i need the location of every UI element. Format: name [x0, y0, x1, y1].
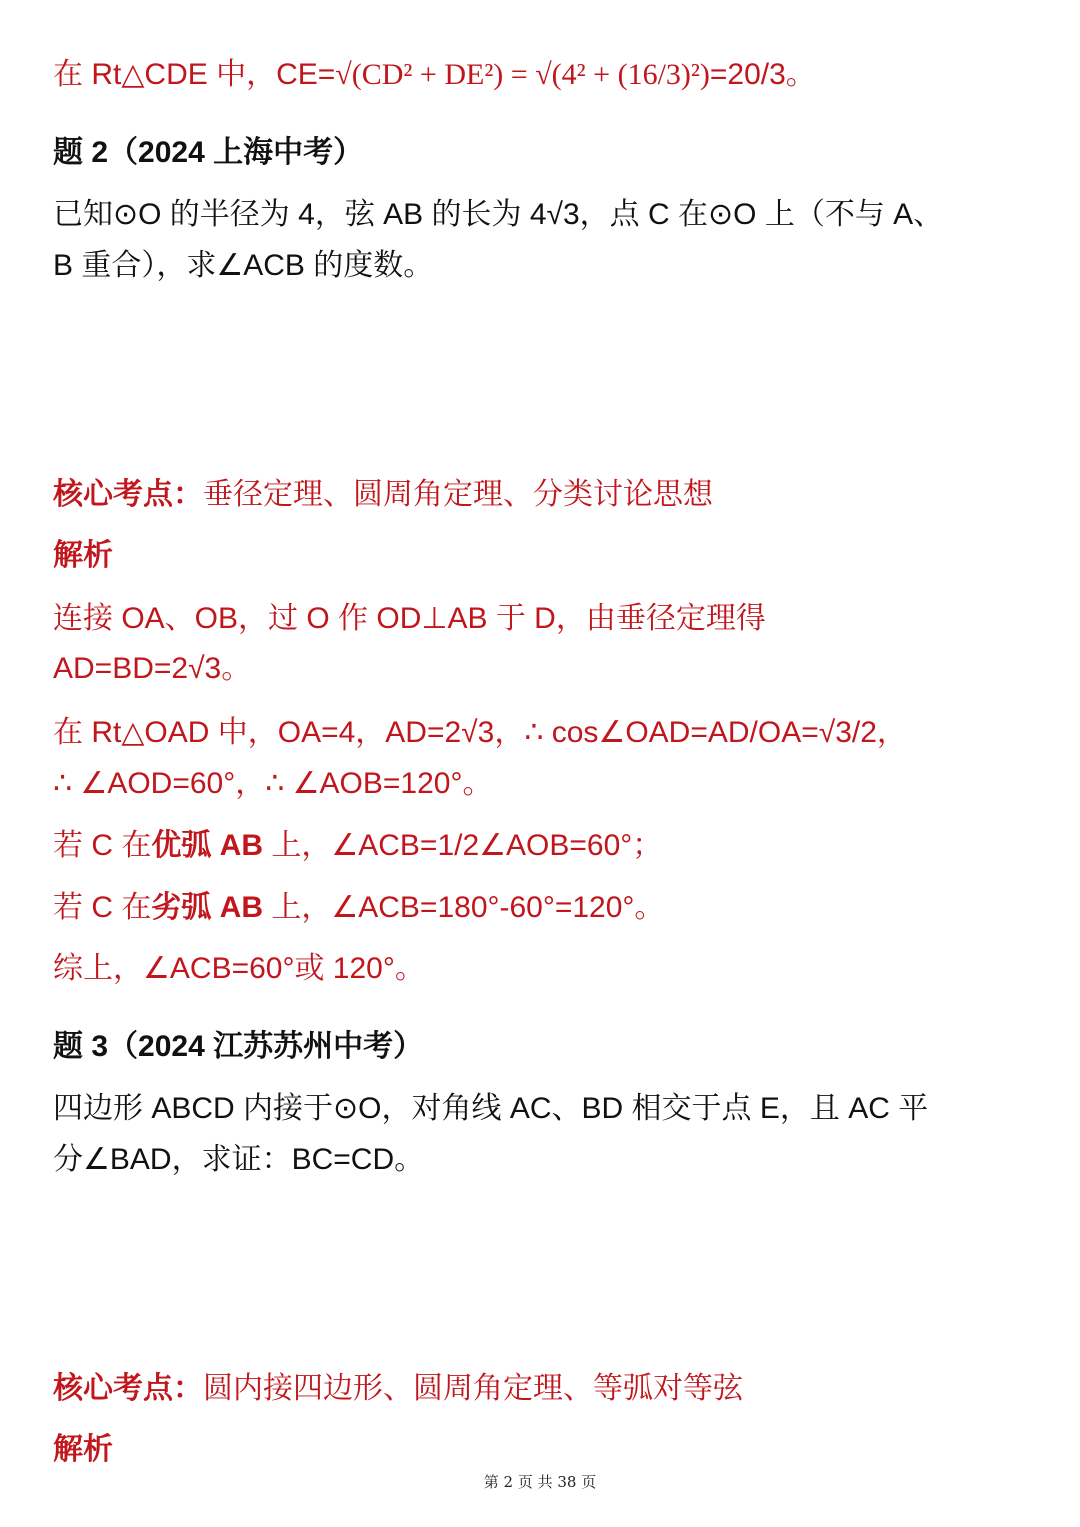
- q3-text-line-1: 四边形 ABCD 内接于⊙O，对角线 AC、BD 相交于点 E，且 AC 平: [53, 1092, 929, 1125]
- prev-solution-suffix: =20/3。: [709, 58, 816, 91]
- q2-case2-prefix: 若 C 在: [53, 891, 152, 924]
- q3-core-label: 核心考点：: [53, 1372, 203, 1405]
- q3-core-points: [53, 1370, 743, 1408]
- page-number-footer: 第 2 页 共 38 页: [483, 1473, 597, 1491]
- q3-heading: 题 3（2024 江苏苏州中考）: [53, 1030, 424, 1063]
- q2-solution-line-3: 在 Rt△OAD 中，OA=4，AD=2√3，∴ cos∠OAD=AD/OA=√3/2，: [53, 716, 907, 749]
- q2-case1-bold: 优弧 AB: [151, 829, 264, 862]
- q2-solution-line-4: ∴ ∠AOD=60°，∴ ∠AOB=120°。: [53, 767, 493, 800]
- prev-solution-formula: √(CD² + DE²) = √(4² + (16/3)²): [335, 58, 710, 91]
- q2-core-text: 垂径定理、圆周角定理、分类讨论思想: [203, 478, 713, 511]
- q2-text-line-2: B 重合），求∠ACB 的度数。: [53, 249, 434, 282]
- q2-case2-bold: 劣弧 AB: [151, 891, 264, 924]
- prev-solution-line: [53, 56, 816, 94]
- q2-analysis-label: 解析: [53, 539, 113, 572]
- q2-case1-prefix: 若 C 在: [53, 829, 152, 862]
- q3-text-line-2: 分∠BAD，求证：BC=CD。: [53, 1143, 425, 1176]
- q3-core-text: 圆内接四边形、圆周角定理、等弧对等弦: [203, 1372, 743, 1405]
- q2-solution-line-1: 连接 OA、OB，过 O 作 OD⊥AB 于 D，由垂径定理得: [53, 602, 766, 635]
- q2-heading: 题 2（2024 上海中考）: [53, 136, 364, 169]
- q2-case-minor-arc: [53, 889, 664, 927]
- q2-core-points: [53, 476, 713, 514]
- q2-case2-suffix: 上，∠ACB=180°-60°=120°。: [263, 891, 665, 924]
- q2-core-label: 核心考点：: [53, 478, 203, 511]
- prev-solution-prefix: 在 Rt△CDE 中，CE=: [53, 58, 336, 91]
- q3-analysis-label: 解析: [53, 1433, 113, 1466]
- q2-text-line-1: 已知⊙O 的半径为 4，弦 AB 的长为 4√3，点 C 在⊙O 上（不与 A、: [53, 198, 944, 231]
- q2-summary: 综上，∠ACB=60°或 120°。: [53, 952, 425, 985]
- q2-solution-line-2: AD=BD=2√3。: [53, 652, 252, 685]
- q2-case1-suffix: 上，∠ACB=1/2∠AOB=60°；: [263, 829, 663, 862]
- q2-case-major-arc: [53, 827, 662, 865]
